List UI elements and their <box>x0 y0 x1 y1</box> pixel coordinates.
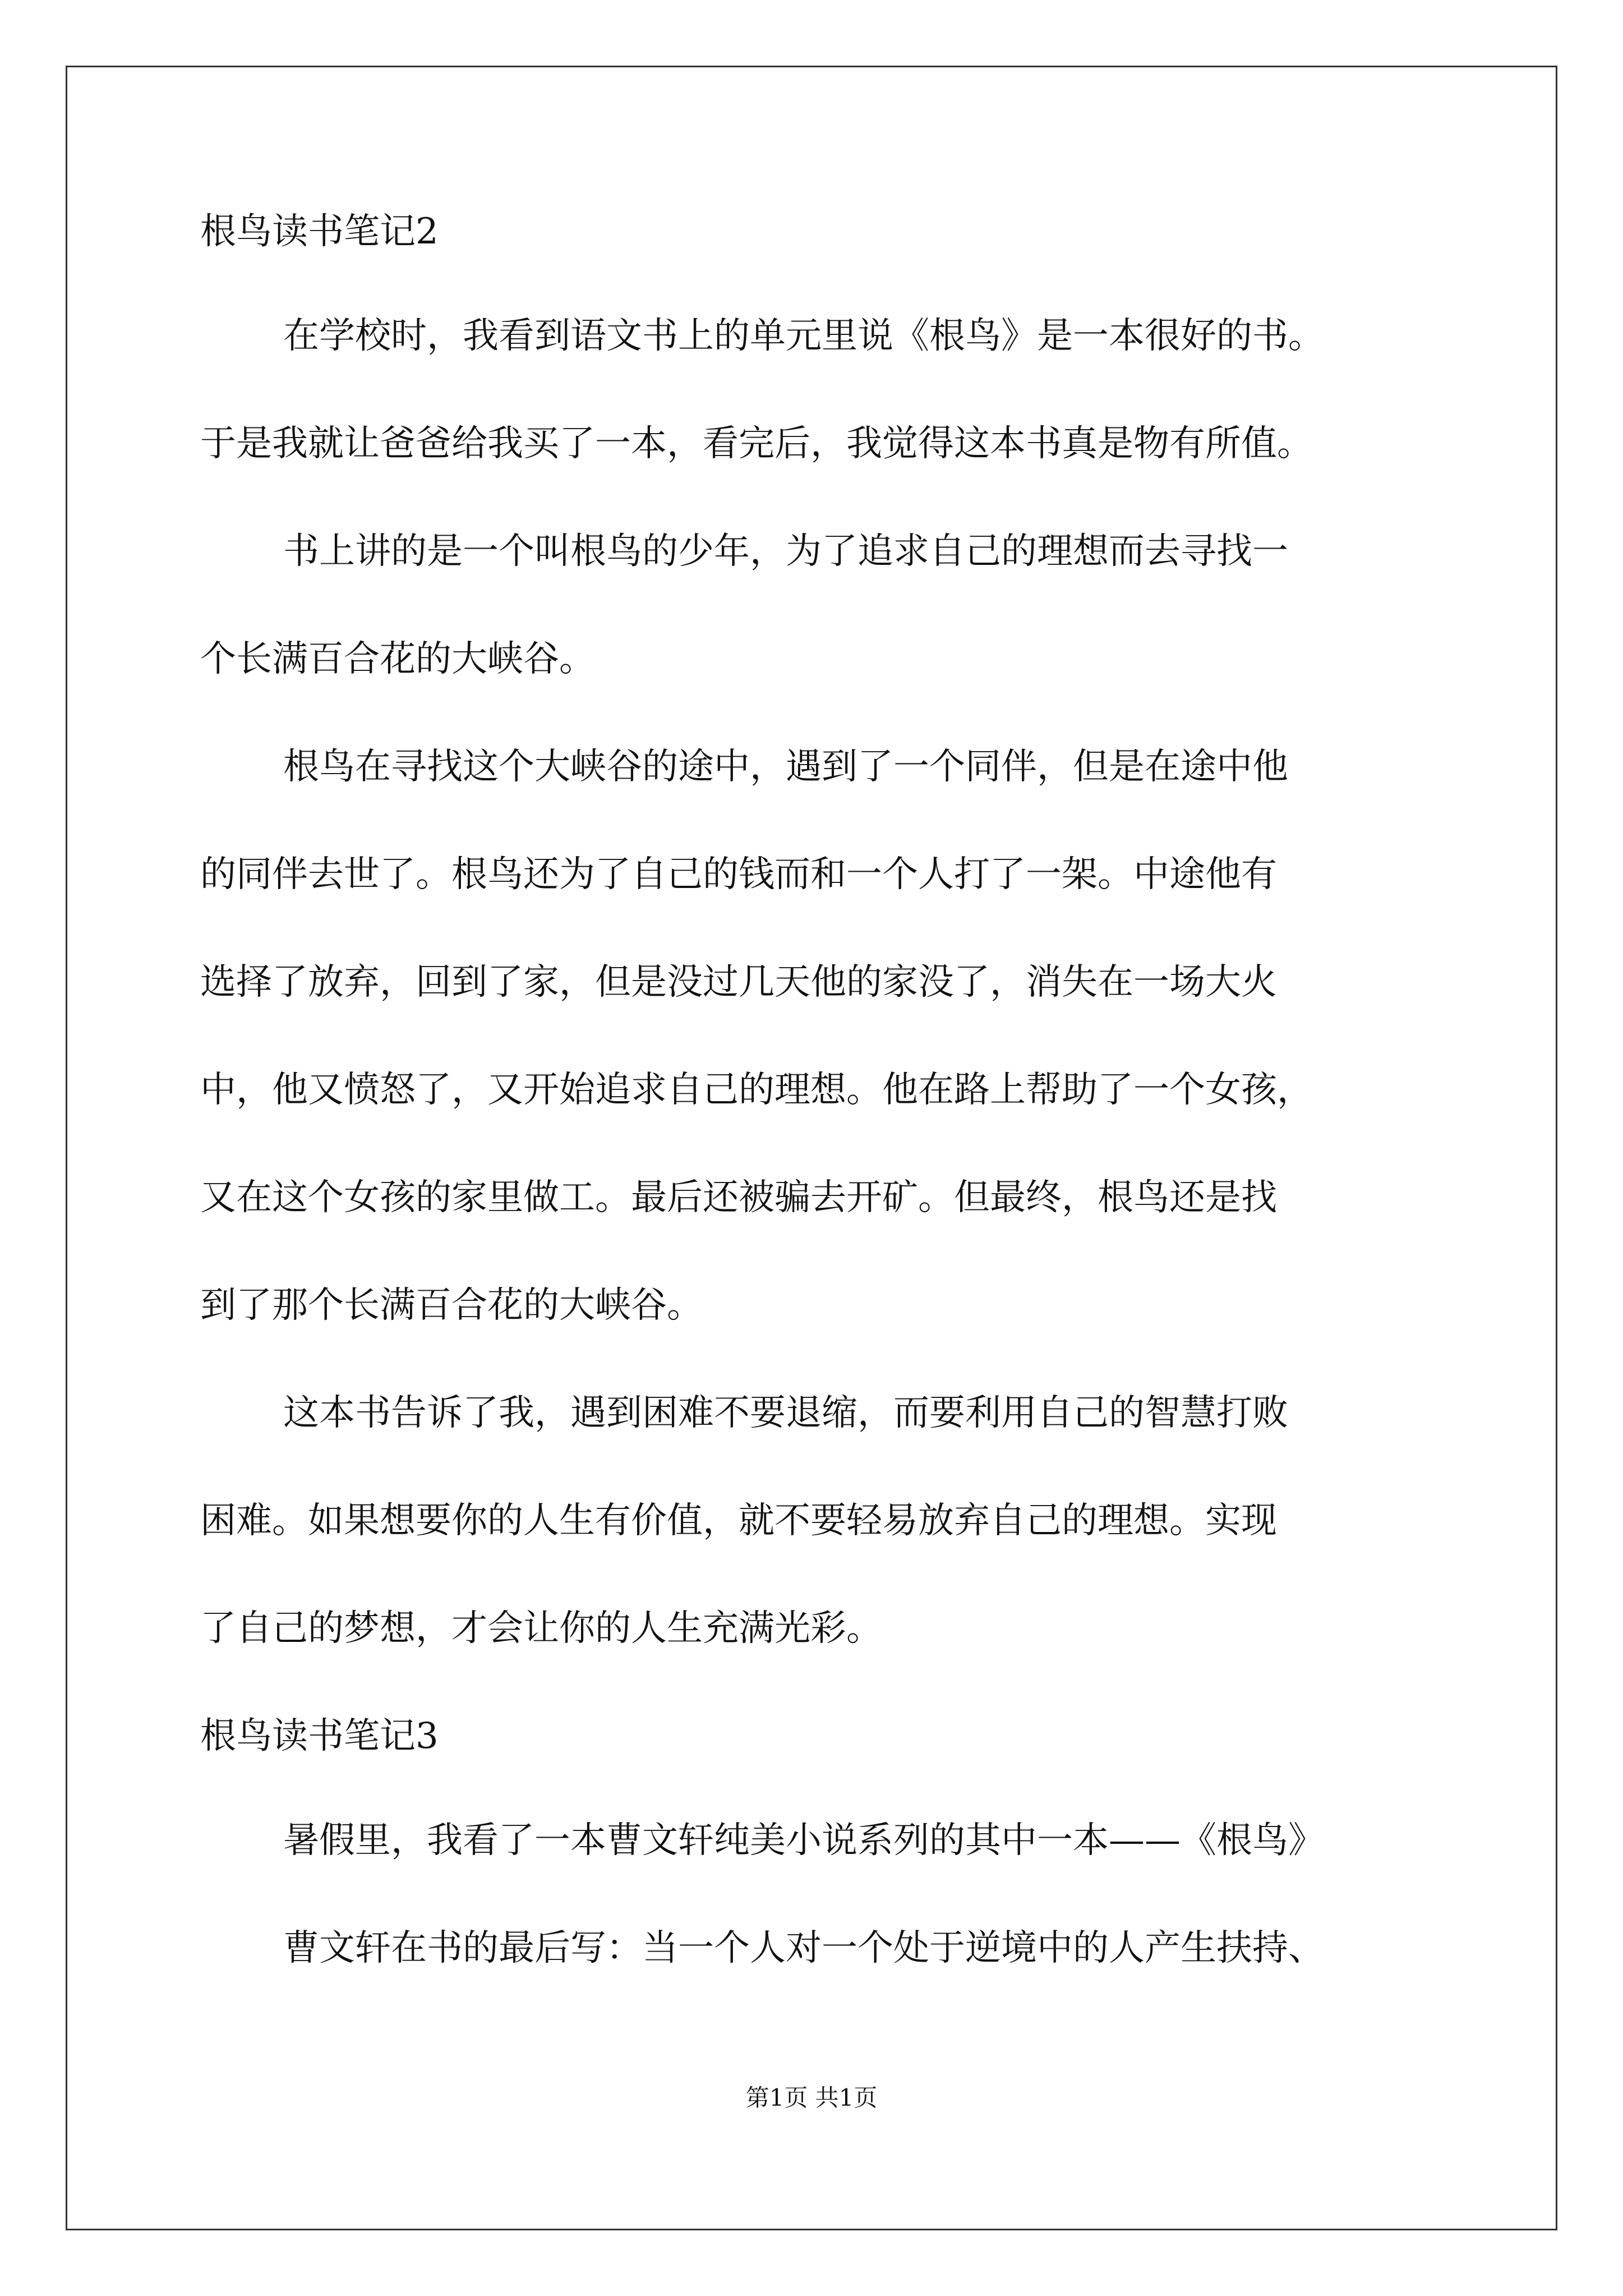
document-body <box>200 208 1476 2032</box>
paragraph-line: 的同伴去世了。根鸟还为了自己的钱而和一个人打了一架。中途他有 <box>200 854 1277 895</box>
paragraph-line: 曹文轩在书的最后写：当一个人对一个处于逆境中的人产生扶持、 <box>283 1927 1324 1969</box>
paragraph-line: 困难。如果想要你的人生有价值，就不要轻易放弃自己的理想。实现 <box>200 1500 1277 1542</box>
paragraph-line: 于是我就让爸爸给我买了一本，看完后，我觉得这本书真是物有所值。 <box>200 423 1313 464</box>
paragraph-line: 又在这个女孩的家里做工。最后还被骗去开矿。但最终，根鸟还是找 <box>200 1177 1277 1218</box>
page-footer: 第1页 共1页 <box>745 2084 878 2111</box>
paragraph-line: 个长满百合花的大峡谷。 <box>200 638 595 680</box>
paragraph-line: 书上讲的是一个叫根鸟的少年，为了追求自己的理想而去寻找一 <box>283 531 1288 572</box>
paragraph-line: 暑假里，我看了一本曹文轩纯美小说系列的其中一本——《根鸟》 <box>283 1820 1324 1861</box>
section-heading: 根鸟读书笔记3 <box>200 1715 439 1757</box>
section-heading: 根鸟读书笔记2 <box>200 211 439 252</box>
paragraph-line: 选择了放弃，回到了家，但是没过几天他的家没了，消失在一场大火 <box>200 961 1277 1003</box>
paragraph-line: 这本书告诉了我，遇到困难不要退缩，而要利用自己的智慧打败 <box>283 1392 1288 1434</box>
paragraph-line: 在学校时，我看到语文书上的单元里说《根鸟》是一本很好的书。 <box>283 315 1324 357</box>
paragraph-line: 中，他又愤怒了，又开始追求自己的理想。他在路上帮助了一个女孩， <box>200 1069 1313 1111</box>
paragraph-line: 到了那个长满百合花的大峡谷。 <box>200 1285 703 1326</box>
paragraph-line: 根鸟在寻找这个大峡谷的途中，遇到了一个同伴，但是在途中他 <box>283 746 1288 788</box>
paragraph-line: 了自己的梦想，才会让你的人生充满光彩。 <box>200 1608 882 1649</box>
